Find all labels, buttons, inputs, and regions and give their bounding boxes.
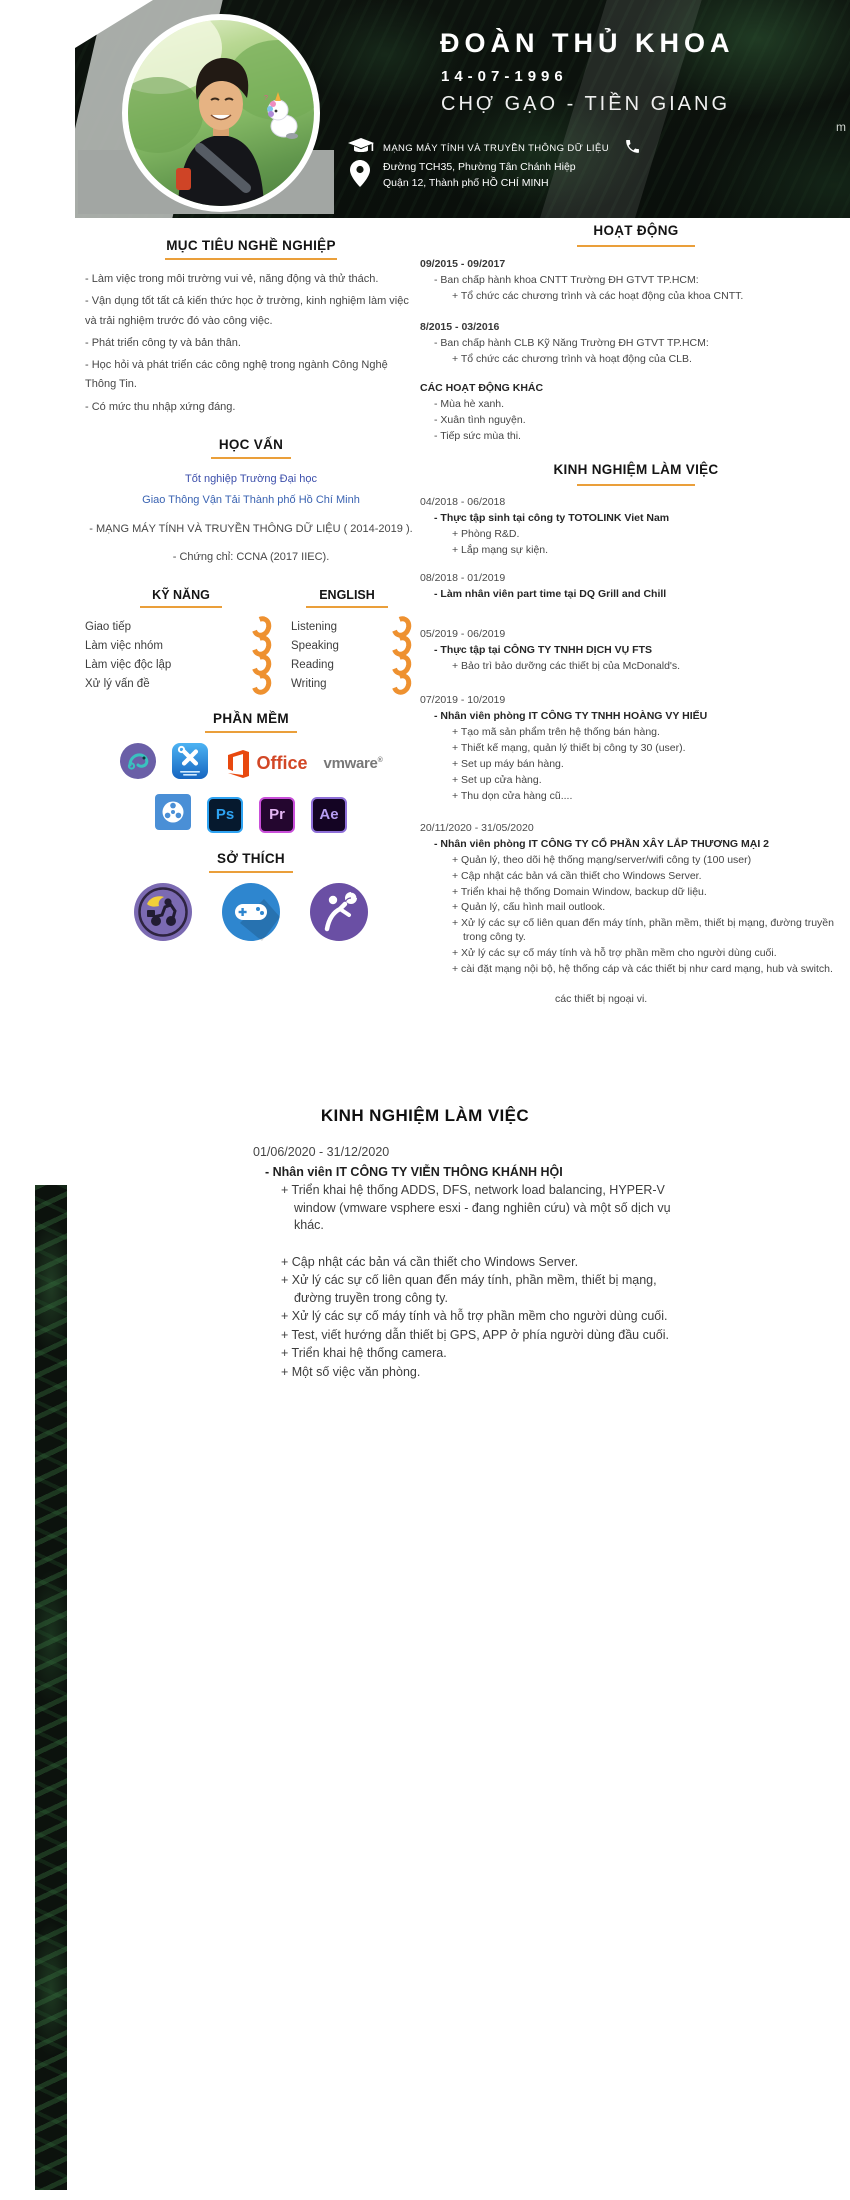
address-line-2: Quận 12, Thành phố HỒ CHÍ MINH — [383, 176, 549, 189]
left-column — [85, 238, 417, 946]
birthdate: 14-07-1996 — [441, 68, 568, 85]
english-label: Listening — [291, 620, 338, 633]
objective-item: - Học hỏi và phát triển các công nghệ trong ngành Công Nghệ Thông Tin. — [85, 359, 388, 391]
objective-item: - Vận dụng tốt tất cả kiến thức học ở trường, kinh nghiệm làm việc và trải nghiệm trước đó vào công việc. — [85, 295, 409, 327]
orange-hook-icon — [388, 670, 414, 698]
hobbies-underline — [209, 871, 293, 873]
experience-role: - Thực tập tại CÔNG TY TNHH DỊCH VỤ FTS — [434, 644, 652, 657]
location-pin-icon — [350, 160, 370, 193]
page2-role: - Nhân viên IT CÔNG TY VIỄN THÔNG KHÁNH HỘI — [265, 1164, 563, 1179]
page2-detail: + Xử lý các sự cố máy tính và hỗ trợ phần mềm cho người dùng cuối. — [281, 1309, 668, 1323]
activity-detail: + Tổ chức các chương trình và hoạt động của CLB. — [452, 352, 692, 365]
hobbies-title: SỞ THÍCH — [217, 851, 285, 867]
skill-label: Giao tiếp — [85, 620, 132, 633]
orphan-text-line: các thiết bị ngoại vi. — [555, 993, 648, 1006]
experience-period: 05/2019 - 06/2019 — [420, 628, 506, 641]
experience-detail: + Quản lý, theo dõi hệ thống mạng/server/wifi công ty (100 user) — [452, 853, 752, 866]
ms-office-icon — [224, 749, 308, 779]
premiere-icon — [259, 797, 295, 833]
english-column — [277, 588, 417, 693]
skill-row — [85, 636, 277, 655]
other-activity-item: - Mùa hè xanh. — [434, 397, 505, 410]
premiere-label: Pr — [269, 806, 285, 824]
education-certificate: - Chứng chỉ: CCNA (2017 IIEC). — [172, 551, 330, 564]
english-row — [277, 636, 417, 655]
experience-title: KINH NGHIỆM LÀM VIỆC — [553, 462, 719, 478]
english-label: Speaking — [291, 639, 339, 652]
experience-detail: + Set up cửa hàng. — [452, 773, 542, 786]
graduation-cap-icon — [348, 138, 374, 159]
office-label: Office — [256, 753, 308, 774]
vmware-logo: vmware® — [323, 755, 383, 773]
english-row — [277, 674, 417, 693]
education-title: HỌC VẤN — [218, 436, 284, 452]
english-underline — [306, 606, 388, 608]
photoshop-label: Ps — [215, 806, 235, 824]
experience-role: - Nhân viên phòng IT CÔNG TY CỔ PHẦN XÂY LẮP THƯƠNG MẠI 2 — [434, 837, 770, 850]
film-reel-app-icon — [155, 794, 191, 835]
header-major-row — [348, 138, 609, 159]
svg-text:?: ? — [264, 95, 268, 102]
activity-role: - Ban chấp hành CLB Kỹ Năng Trường ĐH GTVT TP.HCM: — [434, 336, 709, 349]
right-column — [420, 222, 850, 1007]
skills-underline — [140, 606, 222, 608]
other-activity-item: - Tiếp sức mùa thi. — [434, 429, 521, 442]
objective-title: MỤC TIÊU NGHỀ NGHIỆP — [166, 238, 336, 253]
objective-item: - Phát triển công ty và bản thân. — [85, 336, 241, 349]
skill-row — [85, 674, 277, 693]
page2-detail: + Xử lý các sự cố liên quan đến máy tính, phần mềm, thiết bị mạng, đường truyền trong công ty. — [281, 1273, 657, 1305]
education-school-line1: Tốt nghiệp Trường Đại học — [185, 472, 317, 485]
skill-label: Xử lý vấn đề — [85, 677, 150, 690]
activity-period: 09/2015 - 09/2017 — [420, 257, 506, 270]
activities-underline — [577, 245, 695, 247]
experience-detail: + Set up máy bán hàng. — [452, 757, 564, 770]
hobbies-row — [85, 883, 417, 946]
skills-section — [85, 588, 417, 693]
english-row — [277, 655, 417, 674]
experience-period: 07/2019 - 10/2019 — [420, 694, 506, 707]
experience-detail: + Thu dọn cửa hàng cũ.... — [452, 789, 573, 802]
activity-period: 8/2015 - 03/2016 — [420, 320, 500, 333]
experience-detail: + Quản lý, cấu hình mail outlook. — [452, 901, 606, 914]
skills-title: KỸ NĂNG — [152, 588, 210, 603]
software-row-1 — [85, 743, 417, 784]
activities-title: HOẠT ĐỘNG — [593, 223, 679, 238]
experience-role: - Nhân viên phòng IT CÔNG TY TNHH HOÀNG VY HIẾU — [434, 709, 708, 722]
volleyball-icon — [310, 883, 368, 946]
experience-detail: + Bảo trì bảo dưỡng các thiết bị của McDonald's. — [452, 660, 681, 673]
objective-item: - Có mức thu nhập xứng đáng. — [85, 400, 236, 413]
page2-detail: + Một số việc văn phòng. — [281, 1364, 421, 1379]
education-school-line2: Giao Thông Vận Tải Thành phố Hồ Chí Minh — [142, 493, 360, 506]
experience-role: - Làm nhân viên part time tại DQ Grill and Chill — [434, 588, 667, 601]
page2-detail: + Cập nhật các bản vá cần thiết cho Windows Server. — [281, 1254, 579, 1269]
skills-column — [85, 588, 277, 693]
skill-label: Làm việc độc lập — [85, 658, 172, 671]
experience-detail: + Thiết kế mạng, quản lý thiết bị công ty 30 (user). — [452, 741, 686, 754]
experience-detail: + Xử lý các sự cố liên quan đến máy tính, phần mềm, thiết bị mạng, đường truyền trong công ty. — [452, 917, 834, 944]
software-row-2 — [85, 794, 417, 835]
gamepad-icon — [222, 883, 280, 946]
leaf-strip-decoration — [35, 1185, 67, 2190]
experience-underline — [577, 484, 695, 486]
page2-detail: + Triển khai hệ thống ADDS, DFS, network load balancing, HYPER-V window (vmware vsphere esxi - đang nghiên cứu) và một số dịch vụ khác. — [281, 1183, 671, 1232]
activity-detail: + Tổ chức các chương trình và các hoạt động của khoa CNTT. — [452, 289, 744, 302]
skill-label: Làm việc nhóm — [85, 639, 163, 652]
experience-detail: + Triển khai hệ thống Domain Window, backup dữ liệu. — [452, 885, 707, 898]
page2-detail: + Test, viết hướng dẫn thiết bị GPS, APP ở phía người dùng đầu cuối. — [281, 1327, 669, 1342]
objective-item: - Làm việc trong môi trường vui vẻ, năng động và thử thách. — [85, 273, 379, 285]
orange-hook-icon — [248, 670, 274, 698]
english-label: Writing — [291, 677, 327, 690]
person-name: ĐOÀN THỦ KHOA — [440, 28, 735, 58]
edge-text-artifact: m — [836, 120, 846, 134]
page2-period: 01/06/2020 - 31/12/2020 — [253, 1145, 390, 1159]
address-line-1: Đường TCH35, Phường Tân Chánh Hiệp — [383, 161, 576, 173]
education-major: - MẠNG MÁY TÍNH VÀ TRUYỀN THÔNG DỮ LIỆU ( 2014-2019 ). — [89, 522, 413, 535]
objective-underline — [165, 258, 337, 260]
experience-period: 08/2018 - 01/2019 — [420, 572, 506, 585]
motorbike-travel-icon — [134, 883, 192, 946]
experience-role: - Thực tập sinh tại công ty TOTOLINK Viet Nam — [434, 512, 670, 525]
experience-detail: + Cập nhật các bản vá cần thiết cho Windows Server. — [452, 869, 702, 882]
phone-icon — [624, 138, 641, 160]
education-underline — [211, 457, 291, 459]
experience-detail: + Xử lý các sự cố máy tính và hỗ trợ phần mềm cho người dùng cuối. — [452, 947, 777, 960]
skill-row — [85, 655, 277, 674]
experience-detail: + Tạo mã sản phẩm trên hệ thống bán hàng. — [452, 725, 660, 738]
english-label: Reading — [291, 658, 334, 671]
experience-detail: + Lắp mạng sự kiện. — [452, 544, 549, 557]
software-title: PHẦN MỀM — [213, 711, 289, 727]
other-activities-title: CÁC HOẠT ĐỘNG KHÁC — [420, 381, 544, 394]
cisco-packet-tracer-icon — [172, 743, 208, 784]
hometown: CHỢ GẠO - TIỀN GIANG — [441, 93, 731, 115]
header-major-text: MẠNG MÁY TÍNH VÀ TRUYỀN THÔNG DỮ LIỆU — [383, 143, 609, 154]
vmware-label: vmware — [323, 755, 378, 773]
page2-experience-block — [253, 1144, 681, 1381]
skill-row — [85, 617, 277, 636]
activity-role: - Ban chấp hành khoa CNTT Trường ĐH GTVT TP.HCM: — [434, 273, 699, 286]
chameleon-app-icon — [120, 743, 156, 784]
address-lines — [383, 160, 576, 192]
experience-period: 20/11/2020 - 31/05/2020 — [420, 821, 534, 834]
other-activity-item: - Xuân tình nguyện. — [434, 413, 526, 426]
after-effects-icon — [311, 797, 347, 833]
after-effects-label: Ae — [319, 806, 339, 824]
software-underline — [205, 731, 297, 733]
page2-experience-title: KINH NGHIỆM LÀM VIỆC — [320, 1106, 530, 1125]
experience-detail: + Phòng R&D. — [452, 528, 520, 541]
photoshop-icon — [207, 797, 243, 833]
english-row — [277, 617, 417, 636]
page2-detail: + Triển khai hệ thống camera. — [281, 1346, 447, 1360]
experience-period: 04/2018 - 06/2018 — [420, 496, 506, 509]
experience-detail: + cài đặt mạng nội bộ, hệ thống cáp và các thiết bị như card mạng, hub và switch. — [452, 963, 833, 976]
unicorn-sticker — [262, 92, 302, 145]
spacer — [253, 1235, 681, 1253]
header-address-row — [350, 160, 576, 193]
corner-decoration — [75, 0, 153, 48]
english-title: ENGLISH — [319, 588, 375, 603]
